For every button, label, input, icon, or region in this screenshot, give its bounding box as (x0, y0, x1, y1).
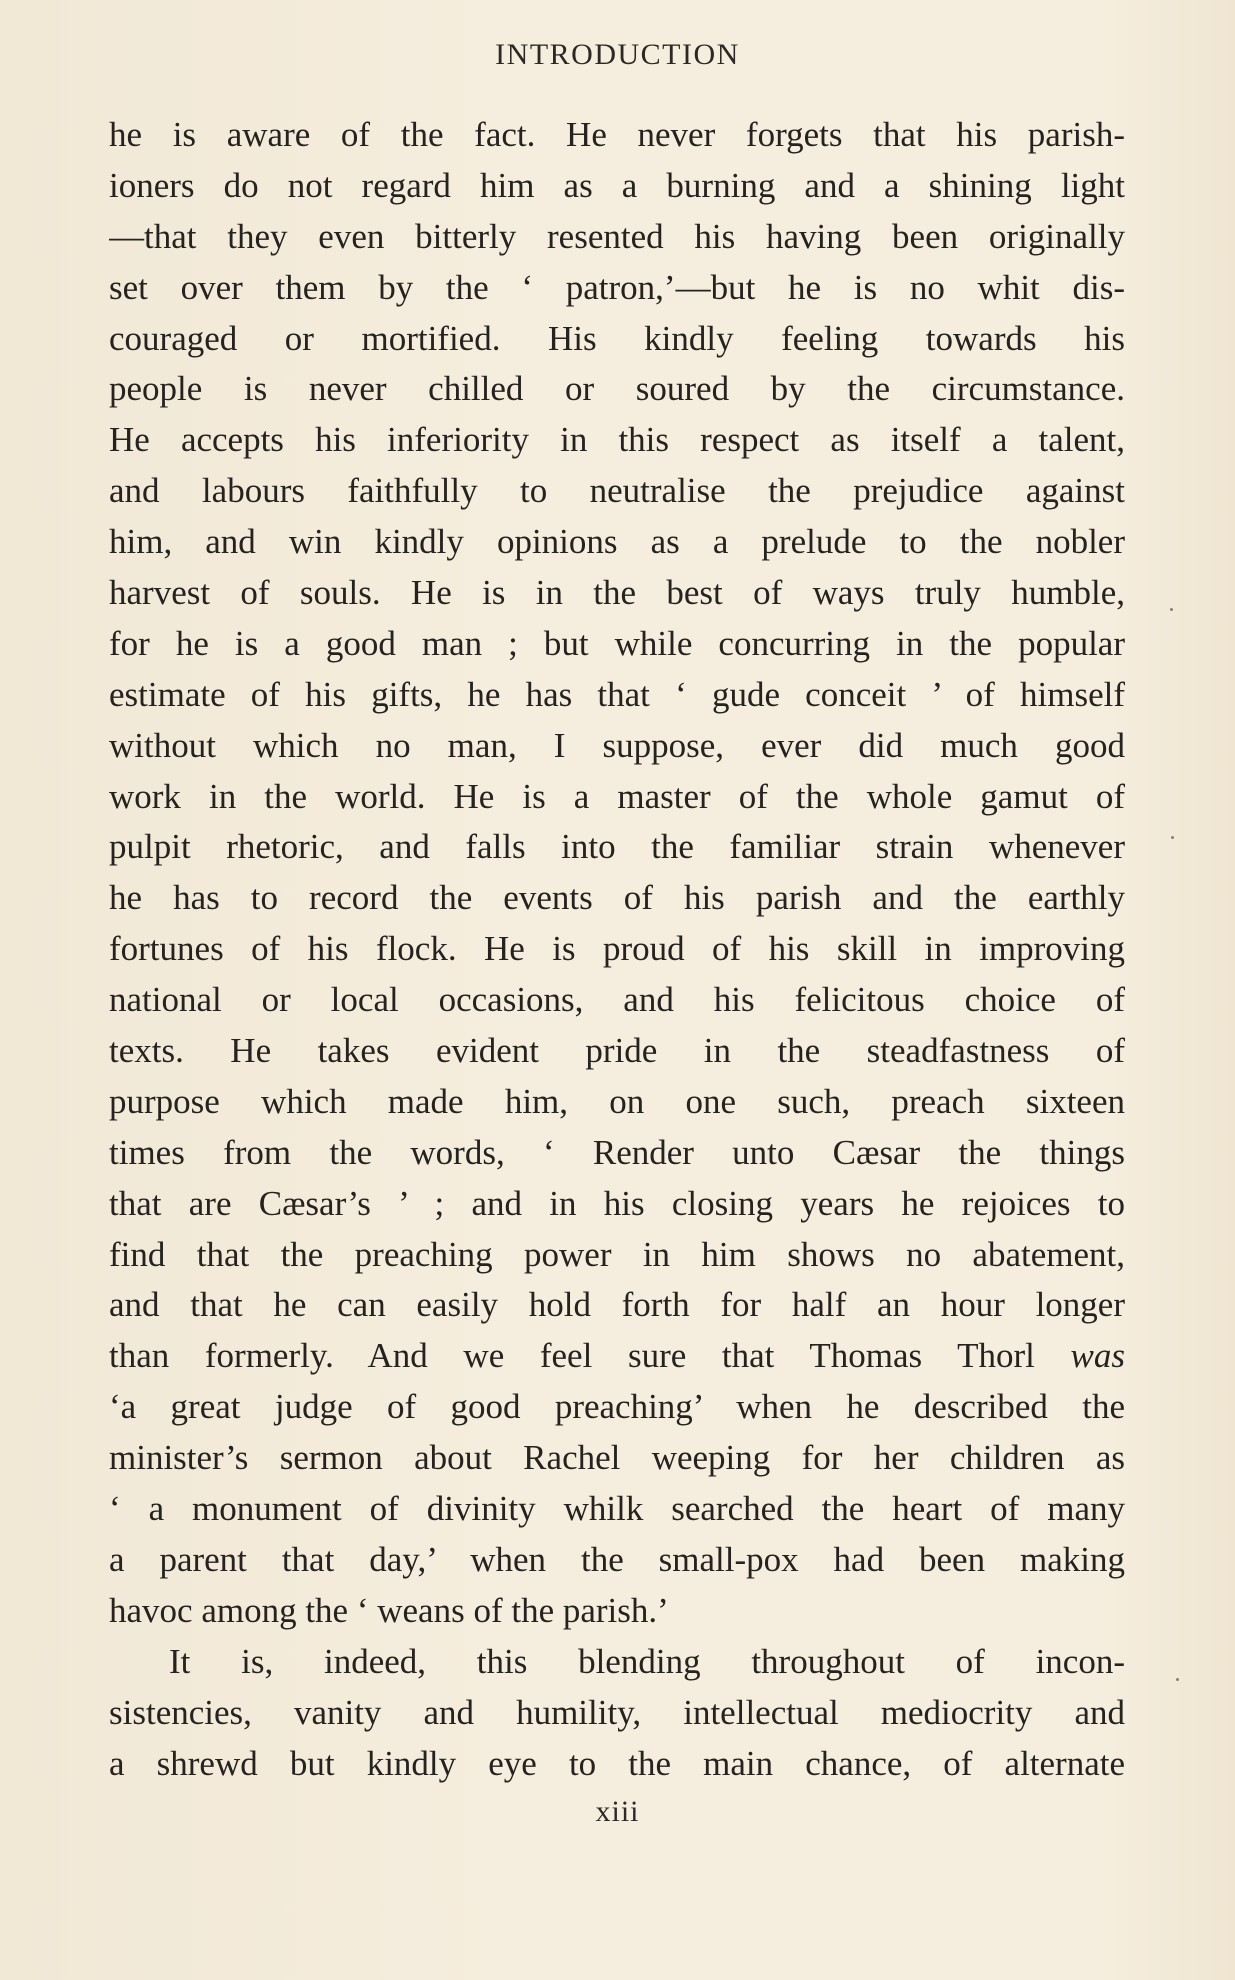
text-line: estimate of his gifts, he has that ‘ gude conceit ’ of himself (109, 674, 1125, 714)
body-text (109, 110, 1125, 1789)
text-line: sistencies, vanity and humility, intellectual mediocrity and (109, 1692, 1125, 1732)
text-line: that are Cæsar’s ’ ; and in his closing years he rejoices to (109, 1183, 1125, 1223)
text-line: without which no man, I suppose, ever did much good (109, 725, 1125, 765)
text-line: him, and win kindly opinions as a prelude to the nobler (109, 522, 1125, 562)
text-line: he is aware of the fact. He never forgets that his parish- (109, 115, 1125, 154)
text-line: ‘a great judge of good preaching’ when he described the (109, 1387, 1125, 1427)
text-line: fortunes of his flock. He is proud of his skill in improving (109, 929, 1125, 969)
text-line: a shrewd but kindly eye to the main chance, of alternate (109, 1743, 1125, 1783)
italic-emphasis: was (1070, 1336, 1125, 1376)
text-line-with-italic (109, 1331, 1125, 1382)
text-line: people is never chilled or soured by the circumstance. (109, 369, 1125, 409)
text-line: ‘ a monument of divinity whilk searched the heart of many (109, 1489, 1125, 1529)
text-line: for he is a good man ; but while concurring in the popular (109, 623, 1125, 663)
text-line: a parent that day,’ when the small-pox had been making (109, 1539, 1125, 1579)
text-line: national or local occasions, and his felicitous choice of (109, 980, 1125, 1020)
text-line: and that he can easily hold forth for half an hour longer (109, 1285, 1125, 1325)
text-line: —that they even bitterly resented his having been originally (109, 216, 1125, 256)
text-line: ioners do not regard him as a burning and a shining light (109, 165, 1125, 205)
paper-speck (1176, 1678, 1179, 1681)
text-line: times from the words, ‘ Render unto Cæsar the things (109, 1132, 1125, 1172)
text-line: texts. He takes evident pride in the steadfastness of (109, 1031, 1125, 1071)
text-line: harvest of souls. He is in the best of ways truly humble, (109, 573, 1125, 613)
text-line: couraged or mortified. His kindly feeling towards his (109, 318, 1125, 358)
text-line: he has to record the events of his parish and the earthly (109, 878, 1125, 918)
page-number: xiii (595, 1795, 640, 1828)
paragraph-end-line: havoc among the ‘ weans of the parish.’ (109, 1590, 669, 1630)
text-line: find that the preaching power in him shows no abatement, (109, 1234, 1125, 1274)
text-line: pulpit rhetoric, and falls into the familiar strain whenever (109, 827, 1125, 867)
paper-speck (1170, 608, 1173, 611)
text-line: minister’s sermon about Rachel weeping for her children as (109, 1438, 1125, 1478)
text-line: work in the world. He is a master of the whole gamut of (109, 776, 1125, 816)
text-line: He accepts his inferiority in this respect as itself a talent, (109, 420, 1125, 460)
paragraph-start-line: It is, indeed, this blending throughout of incon- (169, 1641, 1125, 1681)
running-head: INTRODUCTION (495, 38, 740, 71)
text-line: set over them by the ‘ patron,’—but he is no whit dis- (109, 267, 1125, 307)
text-line: purpose which made him, on one such, preach sixteen (109, 1081, 1125, 1121)
text-line: and labours faithfully to neutralise the prejudice against (109, 471, 1125, 511)
paper-speck (1171, 836, 1174, 839)
line-text: than formerly. And we feel sure that Thomas Thorl (109, 1336, 1035, 1376)
